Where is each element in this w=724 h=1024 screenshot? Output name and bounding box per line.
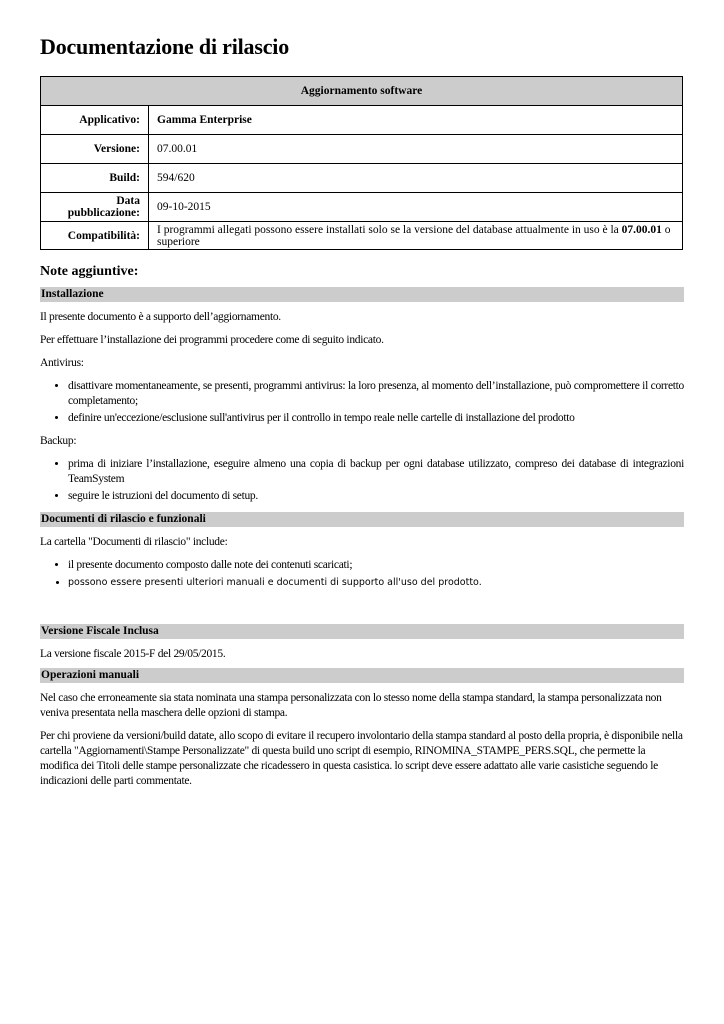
table-row-applicativo [41, 106, 683, 135]
paragraph: Nel caso che erroneamente sia stata nominata una stampa personalizzata con lo stesso nome della stampa standard, la stampa personalizzata non veniva presentata nella maschera delle opzioni di stampa. [40, 692, 662, 719]
paragraph: Per effettuare l’installazione dei programmi procedere come di seguito indicato. [40, 334, 384, 346]
section-heading-documenti: Documenti di rilascio e funzionali [40, 512, 684, 527]
table-row-data-pubblicazione [41, 193, 683, 222]
row-value: 594/620 [149, 164, 683, 193]
row-value [149, 222, 683, 250]
backup-label: Backup: [40, 435, 77, 447]
compat-text-before: I programmi allegati possono essere installati solo se la versione del database attualmente in uso è la [157, 223, 622, 236]
list-item: • seguire le istruzioni del documento di setup. [68, 489, 684, 504]
table-row-compatibilita [41, 222, 683, 250]
row-value: 07.00.01 [149, 135, 683, 164]
paragraph: La cartella "Documenti di rilascio" include: [40, 536, 228, 548]
row-label: Data pubblicazione: [41, 193, 149, 222]
antivirus-label: Antivirus: [40, 357, 84, 369]
paragraph: Il presente documento è a supporto dell’aggiornamento. [40, 311, 281, 323]
table-header: Aggiornamento software [41, 77, 683, 106]
list-item: • possono essere presenti ulteriori manuali e documenti di supporto all'uso del prodotto. [68, 575, 684, 590]
list-item: • definire un'eccezione/esclusione sull'antivirus per il controllo in tempo reale nelle cartelle di installazione del prodotto [68, 411, 684, 426]
table-row-build [41, 164, 683, 193]
list-item: • disattivare momentaneamente, se presenti, programmi antivirus: la loro presenza, al momento dell’installazione, può compromettere il corretto completamento; [68, 379, 684, 409]
compat-text-after: o superiore [157, 223, 671, 248]
row-value: Gamma Enterprise [149, 106, 683, 135]
row-label: Versione: [41, 135, 149, 164]
page-title: Documentazione di rilascio [40, 34, 289, 59]
compat-version: 07.00.01 [621, 223, 662, 236]
antivirus-list [40, 379, 684, 426]
table-row-versione [41, 135, 683, 164]
documenti-list [40, 558, 684, 590]
row-value: 09-10-2015 [149, 193, 683, 222]
section-heading-fiscale: Versione Fiscale Inclusa [40, 624, 684, 639]
paragraph: Per chi proviene da versioni/build datate, allo scopo di evitare il recupero involontario della stampa standard al posto della propria, è disponibile nella cartella "Aggiornamenti\Stampe Personalizzate" di questa build uno script di esempio, RINOMINA_STAMPE_PERS.SQL, che permette la modifica dei Titoli delle stampe personalizzate che ricadessero in questa casistica. lo script deve essere adattato alle varie casistiche seguendo le indicazioni delle parti commentate. [40, 730, 683, 787]
release-info-table [40, 76, 683, 250]
notes-heading: Note aggiuntive: [40, 264, 139, 279]
row-label: Build: [41, 164, 149, 193]
section-heading-operazioni: Operazioni manuali [40, 668, 684, 683]
paragraph: La versione fiscale 2015-F del 29/05/2015. [40, 648, 226, 660]
row-label: Compatibilità: [41, 222, 149, 250]
table-header-row [41, 77, 683, 106]
backup-list [40, 457, 684, 504]
section-heading-installazione: Installazione [40, 287, 684, 302]
list-item: • il presente documento composto dalle note dei contenuti scaricati; [68, 558, 684, 573]
row-label: Applicativo: [41, 106, 149, 135]
document-page [40, 0, 684, 789]
list-item: • prima di iniziare l’installazione, eseguire almeno una copia di backup per ogni database utilizzato, compreso dei database di integrazioni TeamSystem [68, 457, 684, 487]
